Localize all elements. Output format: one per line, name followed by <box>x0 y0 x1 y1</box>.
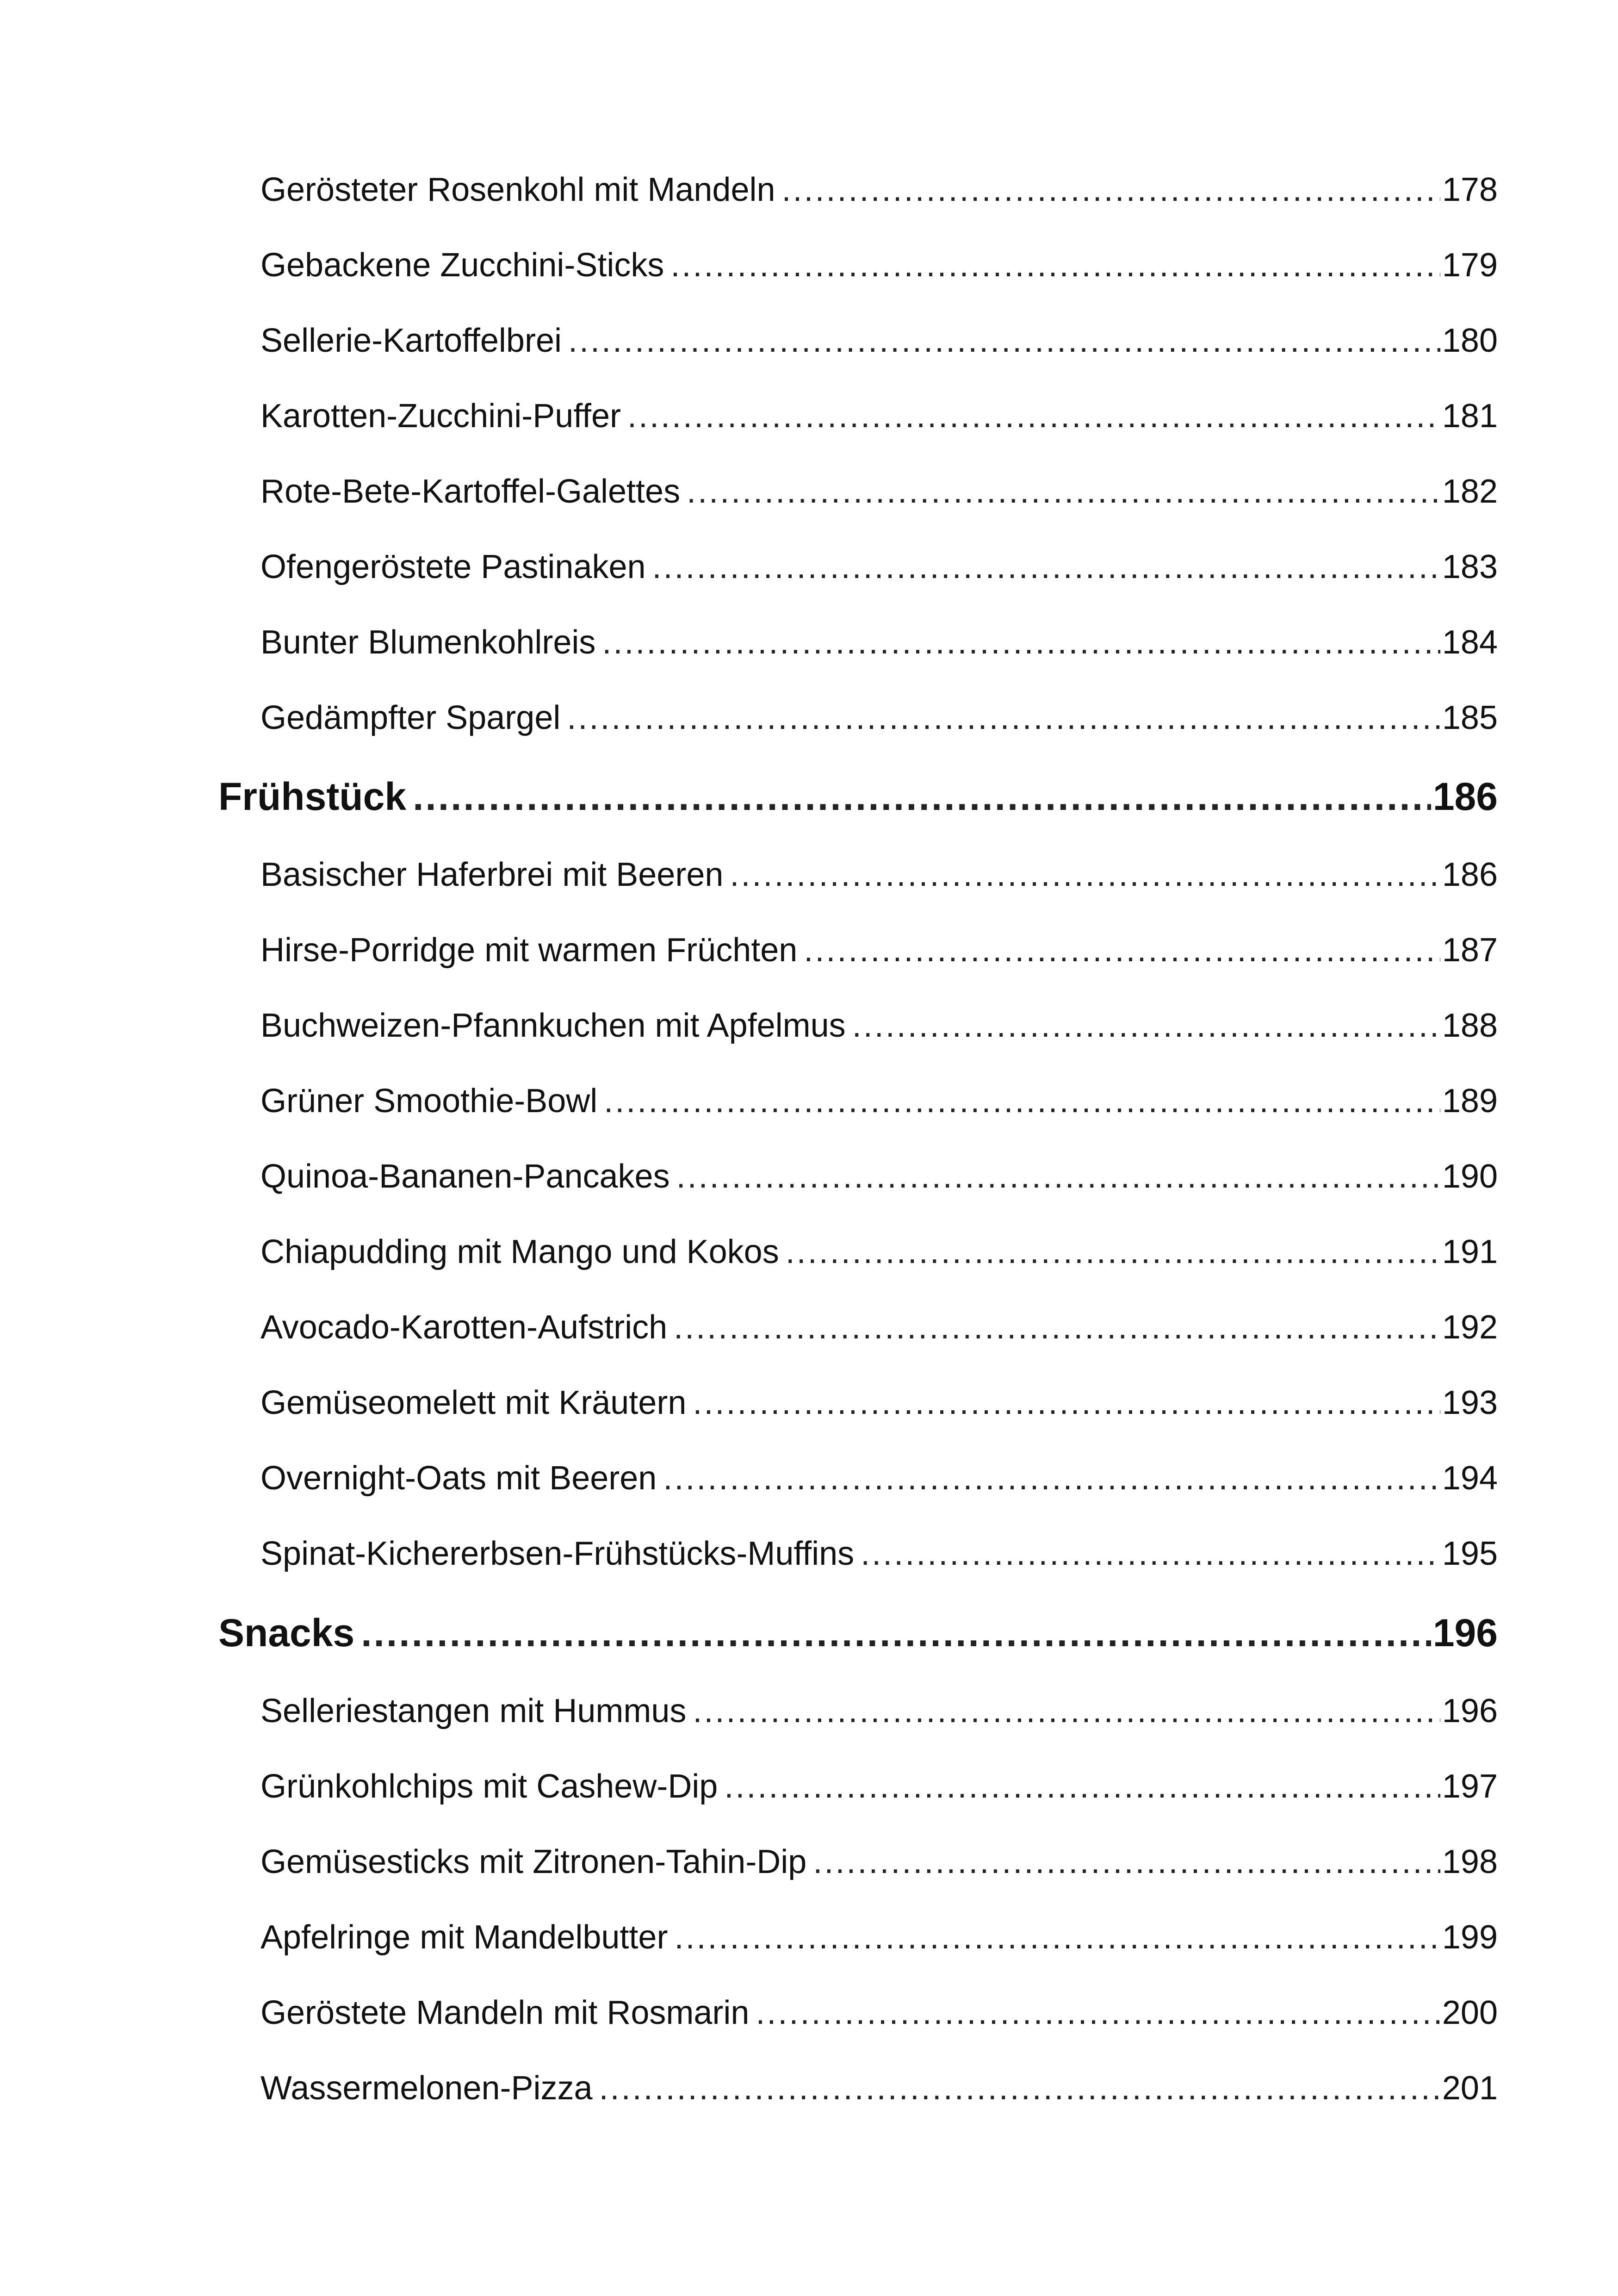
dot-leader <box>852 1002 1440 1049</box>
toc-entry[interactable] <box>260 1078 1498 1124</box>
dot-leader <box>804 927 1440 973</box>
toc-entry[interactable] <box>260 927 1498 973</box>
toc-entry-page: 201 <box>1442 2070 1498 2107</box>
toc-entry-title: Gerösteter Rosenkohl mit Mandeln <box>260 171 775 208</box>
toc-entry-page: 184 <box>1442 624 1498 661</box>
dot-leader <box>782 167 1440 213</box>
toc-entry[interactable] <box>260 1455 1498 1501</box>
dot-leader <box>670 242 1440 288</box>
toc-entry[interactable] <box>260 544 1498 590</box>
toc-entry[interactable] <box>260 1531 1498 1577</box>
dot-leader <box>813 1839 1440 1885</box>
toc-entry[interactable] <box>260 1229 1498 1275</box>
toc-section-page: 186 <box>1432 775 1498 818</box>
toc-entry-page: 191 <box>1442 1233 1498 1270</box>
toc-entry-page: 193 <box>1442 1384 1498 1421</box>
toc-entry[interactable] <box>260 1839 1498 1885</box>
toc-entry-title: Hirse-Porridge mit warmen Früchten <box>260 932 798 969</box>
toc-section-heading[interactable] <box>218 1607 1498 1658</box>
toc-entry[interactable] <box>260 2065 1498 2111</box>
dot-leader <box>730 852 1440 898</box>
toc-entry-page: 186 <box>1442 856 1498 893</box>
toc-section-heading[interactable] <box>218 771 1498 822</box>
toc-entry-title: Gedämpfter Spargel <box>260 699 561 736</box>
toc-entry-page: 190 <box>1442 1158 1498 1195</box>
toc-entry[interactable] <box>260 393 1498 439</box>
toc-entry-page: 183 <box>1442 548 1498 585</box>
toc-entry-title: Buchweizen-Pfannkuchen mit Apfelmus <box>260 1007 846 1044</box>
toc-entry[interactable] <box>260 317 1498 364</box>
toc-entry-title: Gebackene Zucchini-Sticks <box>260 247 664 284</box>
toc-entry-title: Gemüseomelett mit Kräutern <box>260 1384 687 1421</box>
dot-leader <box>602 619 1440 666</box>
toc-entry-page: 182 <box>1442 473 1498 510</box>
dot-leader <box>676 1153 1440 1200</box>
toc-section-page: 196 <box>1432 1611 1498 1655</box>
toc-entry-title: Spinat-Kichererbsen-Frühstücks-Muffins <box>260 1535 855 1572</box>
toc-entry-page: 198 <box>1442 1843 1498 1880</box>
dot-leader <box>361 1607 1431 1658</box>
toc-section-title: Frühstück <box>218 775 407 818</box>
dot-leader <box>693 1688 1440 1734</box>
toc-entry-title: Selleriestangen mit Hummus <box>260 1692 687 1730</box>
toc-entry-page: 178 <box>1442 171 1498 208</box>
toc-entry-page: 199 <box>1442 1919 1498 1956</box>
toc-entry-title: Grüner Smoothie-Bowl <box>260 1083 598 1120</box>
toc-entry-page: 192 <box>1442 1309 1498 1346</box>
toc-entry-page: 181 <box>1442 398 1498 435</box>
toc-entry[interactable] <box>260 1304 1498 1350</box>
toc-entry[interactable] <box>260 468 1498 515</box>
toc-entry-title: Avocado-Karotten-Aufstrich <box>260 1309 668 1346</box>
toc-entry-title: Karotten-Zucchini-Puffer <box>260 398 621 435</box>
dot-leader <box>652 544 1440 590</box>
toc-entry-title: Chiapudding mit Mango und Kokos <box>260 1233 779 1270</box>
dot-leader <box>861 1531 1440 1577</box>
toc-entry[interactable] <box>260 1380 1498 1426</box>
toc-entry[interactable] <box>260 619 1498 666</box>
dot-leader <box>627 393 1440 439</box>
toc-entry-page: 194 <box>1442 1460 1498 1497</box>
toc-entry-page: 189 <box>1442 1083 1498 1120</box>
dot-leader <box>567 695 1440 741</box>
dot-leader <box>756 1990 1440 2036</box>
toc-entry-page: 196 <box>1442 1692 1498 1730</box>
toc-entry-title: Rote-Bete-Kartoffel-Galettes <box>260 473 681 510</box>
toc-entry[interactable] <box>260 1990 1498 2036</box>
dot-leader <box>724 1763 1440 1810</box>
toc-entry-page: 187 <box>1442 932 1498 969</box>
toc-entry-title: Apfelringe mit Mandelbutter <box>260 1919 668 1956</box>
toc-entry-title: Gemüsesticks mit Zitronen-Tahin-Dip <box>260 1843 807 1880</box>
toc-section-title: Snacks <box>218 1611 355 1655</box>
toc-entry-title: Geröstete Mandeln mit Rosmarin <box>260 1994 750 2031</box>
toc-entry-page: 197 <box>1442 1768 1498 1805</box>
toc-entry[interactable] <box>260 167 1498 213</box>
toc-entry[interactable] <box>260 1763 1498 1810</box>
toc-entry-page: 179 <box>1442 247 1498 284</box>
dot-leader <box>786 1229 1440 1275</box>
toc-entry-title: Basischer Haferbrei mit Beeren <box>260 856 724 893</box>
toc-entry-title: Grünkohlchips mit Cashew-Dip <box>260 1768 718 1805</box>
dot-leader <box>604 1078 1440 1124</box>
toc-entry-page: 180 <box>1442 322 1498 359</box>
toc-entry-title: Overnight-Oats mit Beeren <box>260 1460 657 1497</box>
dot-leader <box>413 771 1431 822</box>
dot-leader <box>687 468 1440 515</box>
dot-leader <box>674 1914 1440 1960</box>
toc-entry-title: Quinoa-Bananen-Pancakes <box>260 1158 670 1195</box>
dot-leader <box>568 317 1440 364</box>
toc-entry[interactable] <box>260 1002 1498 1049</box>
toc-entry-page: 200 <box>1442 1994 1498 2031</box>
dot-leader <box>663 1455 1440 1501</box>
toc-entry-title: Bunter Blumenkohlreis <box>260 624 596 661</box>
toc-entry-page: 188 <box>1442 1007 1498 1044</box>
toc-entry-page: 195 <box>1442 1535 1498 1572</box>
dot-leader <box>674 1304 1440 1350</box>
toc-entry[interactable] <box>260 242 1498 288</box>
toc-entry-title: Ofengeröstete Pastinaken <box>260 548 646 585</box>
dot-leader <box>599 2065 1440 2111</box>
toc-entry-title: Wassermelonen-Pizza <box>260 2070 593 2107</box>
toc-entry[interactable] <box>260 852 1498 898</box>
toc-entry[interactable] <box>260 695 1498 741</box>
dot-leader <box>693 1380 1440 1426</box>
toc-entry-title: Sellerie-Kartoffelbrei <box>260 322 562 359</box>
toc-entry[interactable] <box>260 1153 1498 1200</box>
toc-entry[interactable] <box>260 1688 1498 1734</box>
toc-entry[interactable] <box>260 1914 1498 1960</box>
toc-entry-page: 185 <box>1442 699 1498 736</box>
